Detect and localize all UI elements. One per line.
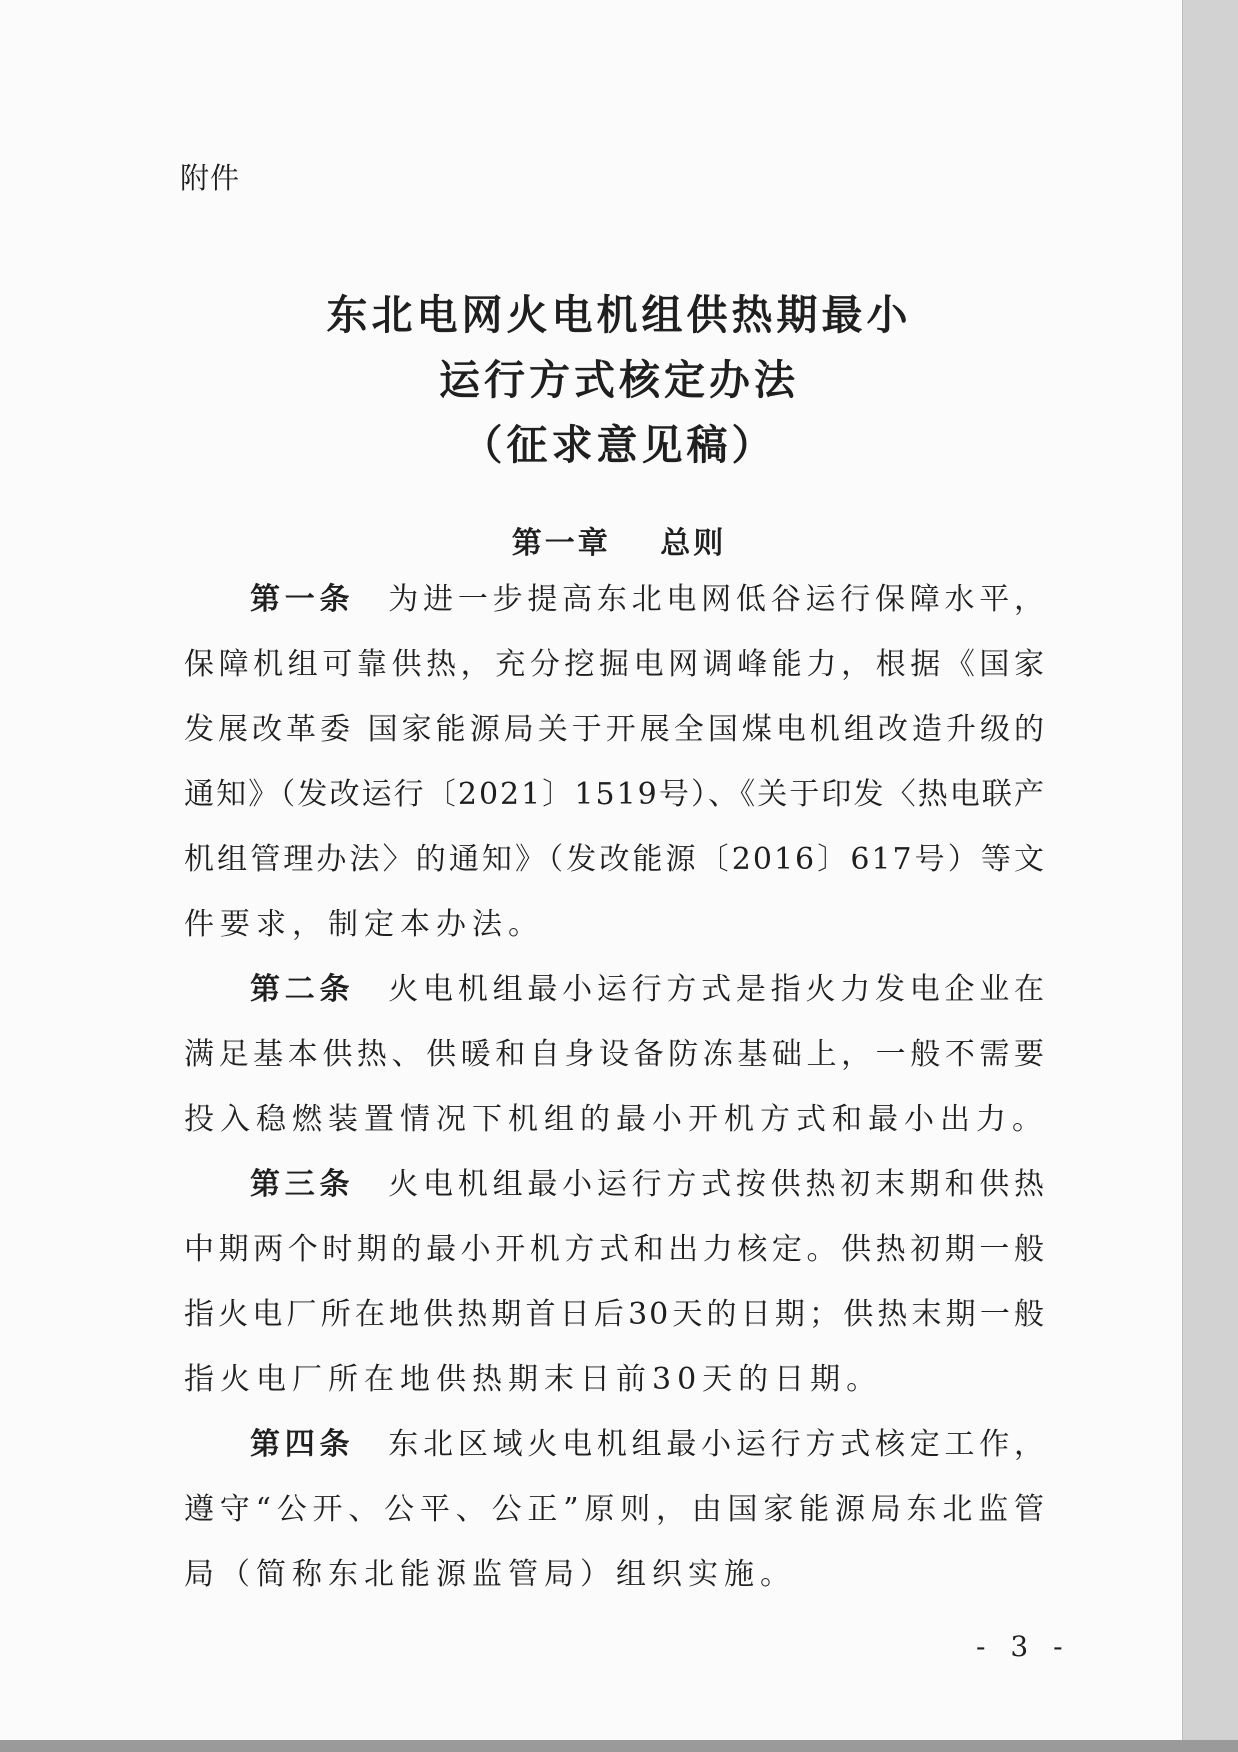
page-number: - 3 - — [976, 1630, 1071, 1663]
article-3-line-3: 指火电厂所在地供热期首日后30天的日期；供热末期一般 — [184, 1297, 1046, 1332]
article-1-line-3: 发展改革委 国家能源局关于开展全国煤电机组改造升级的 — [184, 712, 1046, 747]
chapter-number: 第一章 — [511, 526, 611, 561]
article-1-line-2: 保障机组可靠供热，充分挖掘电网调峰能力，根据《国家 — [184, 647, 1046, 682]
article-1-line-1 — [250, 580, 1046, 620]
scan-margin-bottom — [0, 1740, 1238, 1752]
article-1-line-4: 通知》（发改运行〔2021〕1519号）、《关于印发〈热电联产 — [184, 777, 1046, 812]
article-4-text-1: 东北区域火电机组最小运行方式核定工作， — [388, 1427, 1047, 1462]
document-title-line-1: 东北电网火电机组供热期最小 — [326, 291, 912, 339]
scan-margin-right — [1182, 0, 1238, 1752]
article-3-line-4: 指火电厂所在地供热期末日前30天的日期。 — [184, 1362, 883, 1397]
article-1-line-5: 机组管理办法〉的通知》（发改能源〔2016〕617号）等文 — [184, 842, 1046, 877]
article-3-line-2: 中期两个时期的最小开机方式和出力核定。供热初期一般 — [184, 1232, 1046, 1267]
article-1-heading: 第一条 — [250, 582, 355, 617]
article-4-line-2: 遵守“公开、公平、公正”原则，由国家能源局东北监管 — [184, 1492, 1046, 1527]
article-2-text-1: 火电机组最小运行方式是指火力发电企业在 — [388, 972, 1047, 1007]
article-4-heading: 第四条 — [250, 1427, 355, 1462]
article-1-line-6: 件要求，制定本办法。 — [184, 907, 544, 942]
article-3-text-1: 火电机组最小运行方式按供热初末期和供热 — [388, 1167, 1047, 1202]
chapter-heading — [0, 518, 1238, 562]
article-4-line-1 — [250, 1425, 1046, 1465]
attachment-label: 附件 — [180, 161, 241, 195]
chapter-name: 总则 — [660, 526, 727, 561]
article-2-line-3: 投入稳燃装置情况下机组的最小开机方式和最小出力。 — [184, 1102, 1048, 1137]
article-2-line-2: 满足基本供热、供暖和自身设备防冻基础上，一般不需要 — [184, 1037, 1046, 1072]
article-2-line-1 — [250, 970, 1046, 1010]
article-1-text-1: 为进一步提高东北电网低谷运行保障水平， — [388, 582, 1047, 617]
article-2-heading: 第二条 — [250, 972, 355, 1007]
document-title-line-2: 运行方式核定办法 — [439, 356, 799, 404]
article-3-line-1 — [250, 1165, 1046, 1205]
article-4-line-3: 局（简称东北能源监管局）组织实施。 — [184, 1557, 796, 1592]
document-title-line-3: （征求意见稿） — [461, 421, 777, 469]
article-3-heading: 第三条 — [250, 1167, 355, 1202]
